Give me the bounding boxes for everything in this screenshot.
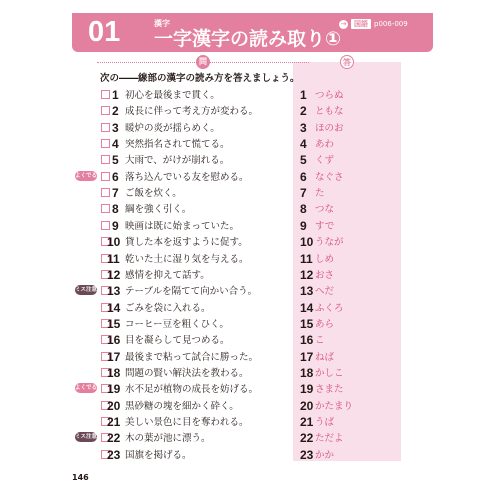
question-row bbox=[0, 332, 300, 348]
question-row bbox=[0, 87, 300, 103]
question-text: 映画は既に始まっていた。 bbox=[125, 220, 240, 232]
answer-number: 13 bbox=[300, 284, 314, 299]
answer-number: 2 bbox=[300, 104, 307, 119]
answer-text: あわ bbox=[315, 139, 335, 151]
question-text: 最後まで粘って試合に勝った。 bbox=[125, 351, 259, 363]
answer-number: 5 bbox=[300, 153, 307, 168]
answer-text: ふくろ bbox=[315, 302, 344, 314]
question-row bbox=[0, 300, 300, 316]
question-row bbox=[0, 169, 300, 185]
answer-row bbox=[300, 349, 400, 365]
question-text: 初心を最後まで貫く。 bbox=[125, 90, 220, 101]
question-text: 美しい景色に目を奪われる。 bbox=[125, 417, 249, 428]
question-text: 貸した本を返すように促す。 bbox=[125, 237, 248, 249]
page-number: 146 bbox=[72, 473, 89, 482]
question-number: 13 bbox=[107, 284, 121, 299]
question-checkbox[interactable] bbox=[101, 188, 110, 197]
question-text: 落ち込んでいる友を慰める。 bbox=[125, 171, 249, 183]
question-number: 14 bbox=[107, 300, 121, 315]
answer-row bbox=[300, 87, 400, 103]
answer-text: た bbox=[315, 188, 325, 200]
answer-text: しめ bbox=[315, 253, 335, 265]
unit-header bbox=[72, 13, 433, 52]
question-text: 綱を強く引く。 bbox=[125, 204, 192, 216]
answer-row bbox=[300, 381, 400, 397]
question-label: 問 bbox=[196, 55, 210, 69]
caution-badge: ミス注意 bbox=[75, 287, 98, 294]
answer-text: つらぬ bbox=[315, 90, 344, 101]
question-row bbox=[0, 430, 300, 446]
answer-row bbox=[300, 152, 400, 168]
question-checkbox[interactable] bbox=[101, 139, 110, 148]
question-row bbox=[0, 398, 300, 414]
question-row bbox=[0, 136, 300, 152]
answer-number: 8 bbox=[300, 202, 307, 217]
answer-number: 6 bbox=[300, 169, 307, 184]
question-checkbox[interactable] bbox=[101, 172, 110, 181]
answer-row bbox=[300, 447, 400, 463]
answer-text: へだ bbox=[315, 286, 335, 298]
answer-text: さまた bbox=[315, 384, 344, 396]
answer-row bbox=[300, 398, 400, 414]
answer-text: かたまり bbox=[315, 400, 354, 412]
question-number: 10 bbox=[107, 235, 121, 250]
answer-text: ねば bbox=[315, 351, 335, 363]
subject-badge: 国語 bbox=[351, 19, 371, 29]
answer-number: 4 bbox=[300, 137, 307, 152]
page-title: 一字漢字の読み取り① bbox=[154, 28, 342, 50]
answer-number: 7 bbox=[300, 186, 307, 201]
question-number: 6 bbox=[112, 169, 119, 184]
question-number: 7 bbox=[112, 186, 119, 201]
question-number: 9 bbox=[112, 218, 119, 233]
question-number: 3 bbox=[112, 120, 119, 135]
caution-badge: ミス注意 bbox=[75, 434, 98, 441]
question-text: 成長に伴って考え方が変わる。 bbox=[125, 106, 259, 118]
category-label: 漢字 bbox=[154, 19, 170, 28]
answer-row bbox=[300, 365, 400, 381]
answer-number: 9 bbox=[300, 218, 307, 233]
question-text: 乾いた土に湿り気を与える。 bbox=[125, 253, 249, 265]
answer-row bbox=[300, 218, 400, 234]
question-number: 4 bbox=[112, 137, 119, 152]
question-text: 暖炉の炎が揺らめく。 bbox=[125, 122, 220, 134]
question-row bbox=[0, 201, 300, 217]
answer-text: ただよ bbox=[315, 433, 344, 445]
question-text: 突然指名されて慌てる。 bbox=[125, 139, 230, 151]
question-checkbox[interactable] bbox=[101, 90, 110, 99]
answer-row bbox=[300, 251, 400, 267]
answer-row bbox=[300, 300, 400, 316]
question-text: ご飯を炊く。 bbox=[125, 188, 182, 200]
question-text: 水不足が植物の成長を妨げる。 bbox=[125, 384, 259, 396]
answer-row bbox=[300, 185, 400, 201]
answer-number: 1 bbox=[300, 88, 307, 102]
question-text: 国旗を掲げる。 bbox=[125, 449, 192, 461]
answer-text: かか bbox=[315, 449, 335, 461]
question-row bbox=[0, 381, 300, 397]
answer-text: なぐさ bbox=[315, 171, 344, 183]
question-row bbox=[0, 251, 300, 267]
question-checkbox[interactable] bbox=[101, 155, 110, 164]
answer-number: 18 bbox=[300, 365, 314, 380]
answer-row bbox=[300, 103, 400, 119]
answer-number: 23 bbox=[300, 447, 314, 462]
question-row bbox=[0, 447, 300, 463]
answer-number: 14 bbox=[300, 300, 314, 315]
question-row bbox=[0, 365, 300, 381]
question-text: ごみを袋に入れる。 bbox=[125, 302, 211, 314]
answer-row bbox=[300, 234, 400, 250]
answer-text: おさ bbox=[315, 269, 335, 281]
instruction-text: 次の――線部の漢字の読み方を答えましょう。 bbox=[100, 73, 300, 84]
question-text: 目を凝らして見つめる。 bbox=[125, 335, 230, 347]
answer-text: ほのお bbox=[315, 122, 344, 134]
question-number: 21 bbox=[107, 415, 121, 429]
answer-text: うなが bbox=[315, 237, 344, 249]
question-number: 11 bbox=[107, 251, 120, 266]
question-number: 1 bbox=[112, 88, 119, 102]
answer-number: 21 bbox=[300, 415, 314, 429]
question-number: 23 bbox=[107, 447, 121, 462]
answer-row bbox=[300, 267, 400, 283]
answer-number: 19 bbox=[300, 382, 314, 397]
question-text: 感情を抑えて話す。 bbox=[125, 269, 210, 281]
question-number: 20 bbox=[107, 398, 121, 413]
answer-row bbox=[300, 136, 400, 152]
answer-row bbox=[300, 169, 400, 185]
answer-text: あら bbox=[315, 318, 335, 330]
answer-number: 3 bbox=[300, 120, 307, 135]
question-row bbox=[0, 283, 300, 299]
answer-row bbox=[300, 201, 400, 217]
answer-text: うば bbox=[315, 417, 335, 428]
reference-pages: p006-009 bbox=[374, 20, 408, 28]
question-number: 17 bbox=[107, 349, 121, 364]
question-number: 12 bbox=[107, 267, 121, 282]
question-row bbox=[0, 218, 300, 234]
question-row bbox=[0, 185, 300, 201]
answer-number: 17 bbox=[300, 349, 314, 364]
question-number: 19 bbox=[107, 382, 121, 397]
answer-number: 22 bbox=[300, 431, 314, 446]
question-text: コーヒー豆を粗くひく。 bbox=[125, 318, 229, 330]
question-number: 15 bbox=[107, 316, 121, 331]
question-number: 22 bbox=[107, 431, 121, 446]
answer-number: 11 bbox=[300, 251, 313, 266]
question-number: 18 bbox=[107, 365, 121, 380]
answer-text: くず bbox=[315, 155, 335, 167]
reference-link[interactable] bbox=[339, 18, 408, 30]
arrow-right-icon: → bbox=[340, 19, 347, 28]
answer-row bbox=[300, 316, 400, 332]
answer-text: かしこ bbox=[315, 367, 344, 379]
answer-number: 16 bbox=[300, 333, 314, 348]
question-number: 8 bbox=[112, 202, 119, 217]
question-row bbox=[0, 316, 300, 332]
answer-text: こ bbox=[315, 335, 325, 347]
answer-number: 15 bbox=[300, 316, 314, 331]
question-row bbox=[0, 267, 300, 283]
question-number: 5 bbox=[112, 153, 119, 168]
answer-text: つな bbox=[315, 204, 335, 216]
answer-text: ともな bbox=[315, 106, 344, 118]
unit-number: 01 bbox=[88, 16, 121, 48]
question-text: 木の葉が池に漂う。 bbox=[125, 433, 211, 445]
answer-label: 答 bbox=[340, 55, 354, 69]
question-row bbox=[0, 120, 300, 136]
answer-row bbox=[300, 332, 400, 348]
question-checkbox[interactable] bbox=[101, 123, 110, 132]
answer-row bbox=[300, 414, 400, 430]
answer-number: 12 bbox=[300, 267, 314, 282]
question-checkbox[interactable] bbox=[101, 106, 110, 115]
question-text: テーブルを隔てて向かい合う。 bbox=[125, 286, 258, 298]
question-text: 大雨で、がけが崩れる。 bbox=[125, 155, 230, 167]
answer-number: 10 bbox=[300, 235, 314, 250]
question-row bbox=[0, 103, 300, 119]
frequent-badge: よくでる bbox=[75, 385, 98, 392]
question-checkbox[interactable] bbox=[101, 221, 110, 230]
frequent-badge: よくでる bbox=[75, 172, 98, 179]
question-text: 問題の賢い解決法を教わる。 bbox=[125, 367, 249, 379]
question-row bbox=[0, 414, 300, 430]
answer-row bbox=[300, 120, 400, 136]
question-row bbox=[0, 234, 300, 250]
question-row bbox=[0, 349, 300, 365]
question-number: 2 bbox=[112, 104, 119, 119]
question-checkbox[interactable] bbox=[101, 204, 110, 213]
answer-text: すで bbox=[315, 220, 335, 232]
question-row bbox=[0, 152, 300, 168]
answer-row bbox=[300, 430, 400, 446]
question-number: 16 bbox=[107, 333, 121, 348]
answer-row bbox=[300, 283, 400, 299]
answer-number: 20 bbox=[300, 398, 314, 413]
question-text: 黒砂糖の塊を細かく砕く。 bbox=[125, 400, 239, 412]
